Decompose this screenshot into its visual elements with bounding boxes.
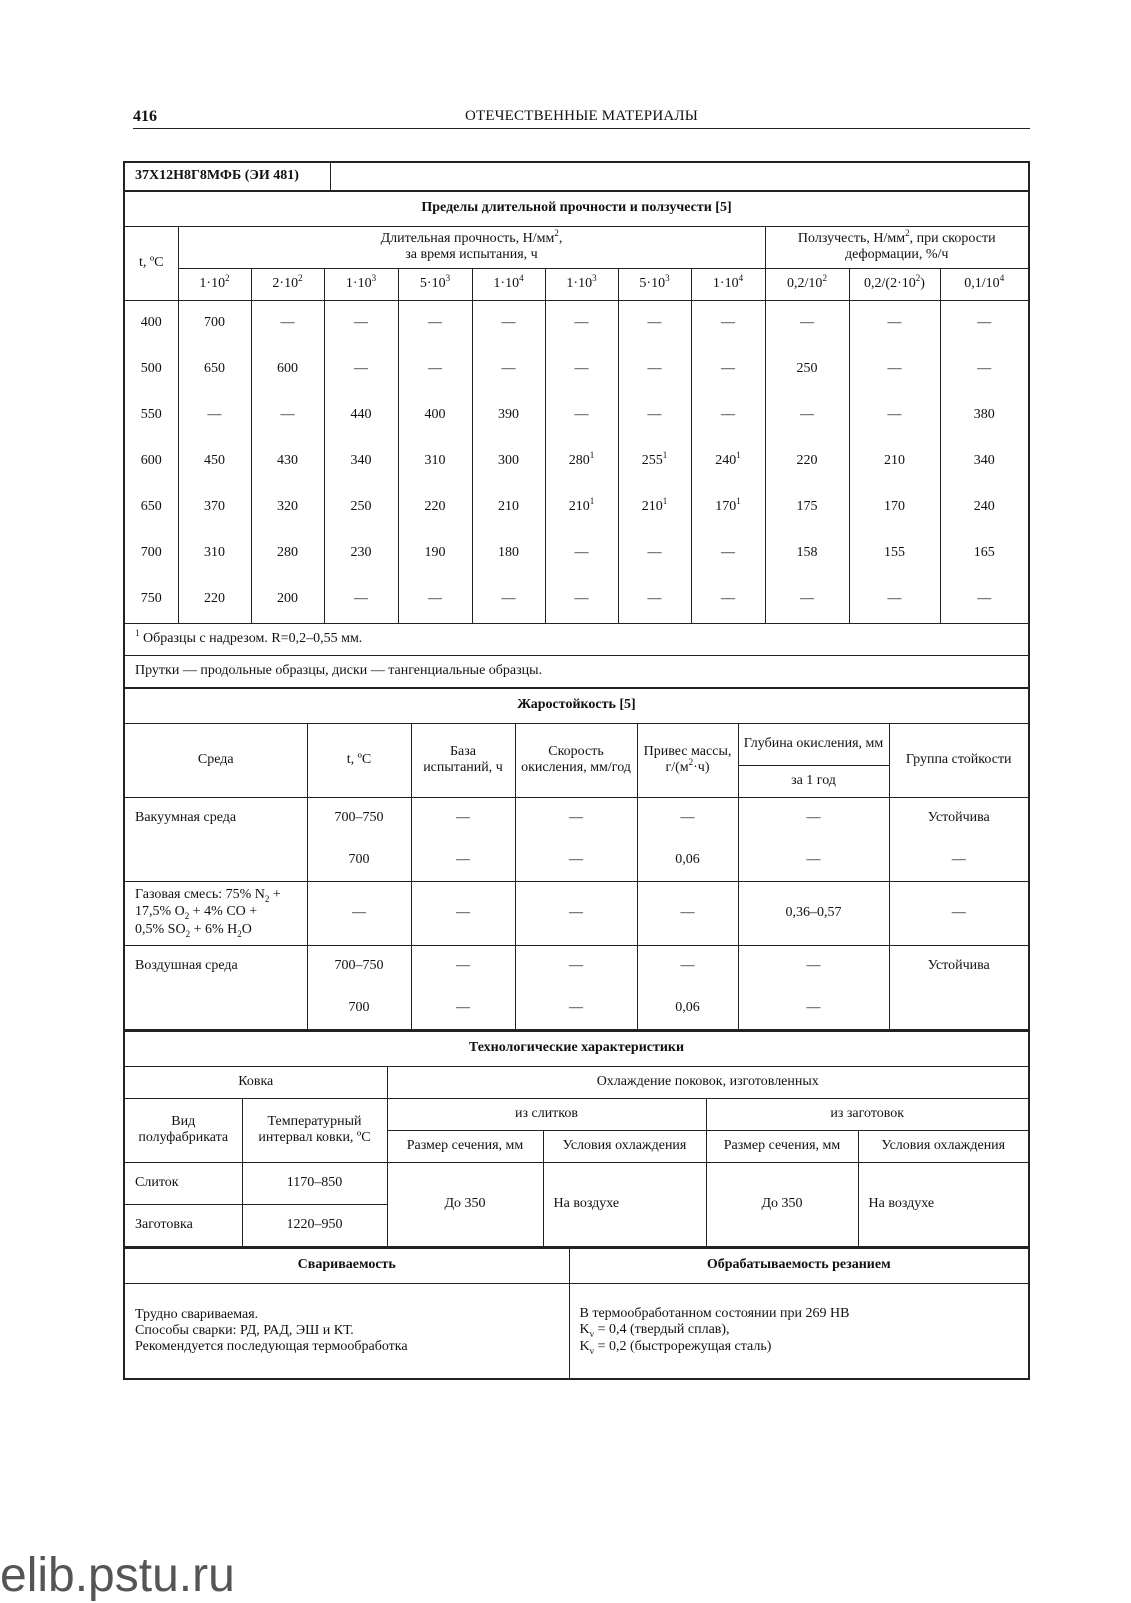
strength-cell: 230 — [324, 531, 398, 577]
strength-row — [124, 393, 1029, 439]
grade-name: 37Х12Н8Г8МФБ (ЭИ 481) — [124, 162, 330, 190]
material-sheet — [123, 161, 1030, 1380]
ingot-interval: 1170–850 — [242, 1162, 387, 1204]
air-row-2: 700 — — 0,06 — — [124, 987, 1029, 1029]
strength-cell: — — [691, 393, 765, 439]
strength-cell: $210^1$ — [618, 485, 691, 531]
strength-cell: 300 — [472, 439, 545, 485]
strength-table — [123, 191, 1030, 688]
ingot-label: Слиток — [124, 1162, 242, 1204]
row-temperature: 400 — [124, 300, 178, 347]
strength-cell: — — [940, 347, 1029, 393]
blank-interval: 1220–950 — [242, 1204, 387, 1246]
strength-cell: — — [849, 300, 940, 347]
weld-machining-table — [123, 1247, 1030, 1381]
strength-cell: — — [545, 347, 618, 393]
strength-cell: — — [765, 393, 849, 439]
specimen-note: Прутки — продольные образцы, диски — тангенциальные образцы. — [124, 655, 1029, 687]
heat-title: Жаростойкость [5] — [124, 688, 1029, 723]
conditions-header-2: Условия охлаждения — [858, 1130, 1029, 1162]
blank-conditions: На воздухе — [858, 1162, 1029, 1246]
rate-header: Скорость окисления, мм/год — [515, 723, 637, 797]
strength-cell: 200 — [251, 577, 324, 624]
depth-subheader: за 1 год — [738, 765, 889, 797]
strength-cell: $210^1$ — [545, 485, 618, 531]
strength-cell: — — [691, 347, 765, 393]
strength-cell: — — [398, 347, 472, 393]
depth-header: Глубина окисления, мм — [738, 723, 889, 765]
footnote: $^1$ Образцы с надрезом. R=0,2–0,55 мм. — [124, 623, 1029, 655]
strength-cell: 220 — [178, 577, 251, 624]
strength-cell: — — [691, 531, 765, 577]
group-header: Группа стойкости — [889, 723, 1029, 797]
strength-cell: 340 — [940, 439, 1029, 485]
strength-cell: — — [251, 393, 324, 439]
blank-size: До 350 — [706, 1162, 858, 1246]
strength-cell: — — [849, 347, 940, 393]
row-temperature: 500 — [124, 347, 178, 393]
air-row-1: Воздушная среда 700–750 — — — — Устойчива — [124, 945, 1029, 987]
row-temperature: 650 — [124, 485, 178, 531]
subheader-1: $2\cdot 10^2$ — [251, 268, 324, 300]
strength-row — [124, 577, 1029, 624]
machining-title: Обрабатываемость резанием — [569, 1248, 1029, 1284]
strength-cell: 190 — [398, 531, 472, 577]
strength-cell: 380 — [940, 393, 1029, 439]
row-temperature: 600 — [124, 439, 178, 485]
from-ingots-header: из слитков — [387, 1098, 706, 1130]
env-header: Среда — [124, 723, 307, 797]
strength-cell: 165 — [940, 531, 1029, 577]
strength-cell: 700 — [178, 300, 251, 347]
subheader-row — [124, 268, 1029, 300]
heat-table — [123, 688, 1030, 1030]
strength-cell: 650 — [178, 347, 251, 393]
strength-cell: 250 — [765, 347, 849, 393]
strength-cell: 600 — [251, 347, 324, 393]
strength-cell: — — [324, 347, 398, 393]
subheader-7: $1\cdot 10^4$ — [691, 268, 765, 300]
strength-cell: 170 — [849, 485, 940, 531]
strength-cell: 310 — [398, 439, 472, 485]
tech-title: Технологические характеристики — [124, 1031, 1029, 1067]
row-temperature: 550 — [124, 393, 178, 439]
strength-cell: 440 — [324, 393, 398, 439]
vacuum-row-2: 700 — — 0,06 — — — [124, 839, 1029, 881]
strength-cell: 390 — [472, 393, 545, 439]
strength-cell: — — [940, 300, 1029, 347]
strength-cell: 310 — [178, 531, 251, 577]
from-blanks-header: из заготовок — [706, 1098, 1029, 1130]
strength-cell: $170^1$ — [691, 485, 765, 531]
strength-cell: 158 — [765, 531, 849, 577]
tech-table — [123, 1030, 1030, 1247]
vacuum-row-1: Вакуумная среда 700–750 — — — — Устойчива — [124, 797, 1029, 839]
conditions-header-1: Условия охлаждения — [543, 1130, 706, 1162]
strength-cell: — — [765, 300, 849, 347]
strength-cell: — — [398, 577, 472, 624]
strength-cell: 210 — [849, 439, 940, 485]
strength-cell: — — [545, 531, 618, 577]
subheader-4: $1\cdot 10^4$ — [472, 268, 545, 300]
temp-header: t, ºC — [124, 226, 178, 300]
subheader-5: $1\cdot 10^3$ — [545, 268, 618, 300]
strength-cell: — — [618, 347, 691, 393]
ingot-size: До 350 — [387, 1162, 543, 1246]
strength-cell: 450 — [178, 439, 251, 485]
strength-cell: 340 — [324, 439, 398, 485]
strength-cell: — — [545, 577, 618, 624]
strength-cell: $240^1$ — [691, 439, 765, 485]
interval-header: Температурный интервал ковки, ºC — [242, 1098, 387, 1162]
strength-cell: $280^1$ — [545, 439, 618, 485]
strength-cell: 210 — [472, 485, 545, 531]
strength-cell: 220 — [398, 485, 472, 531]
strength-cell: 280 — [251, 531, 324, 577]
strength-row — [124, 439, 1029, 485]
blank-label: Заготовка — [124, 1204, 242, 1246]
weld-title: Свариваемость — [124, 1248, 569, 1284]
kind-header: Вид полуфабриката — [124, 1098, 242, 1162]
row-temperature: 750 — [124, 577, 178, 624]
strength-cell: 240 — [940, 485, 1029, 531]
page-number: 416 — [133, 108, 157, 125]
strength-cell: $255^1$ — [618, 439, 691, 485]
weld-text: Трудно свариваемая. Способы сварки: РД, РАД, ЭШ и КТ. Рекомендуется последующая термообработка — [124, 1283, 569, 1379]
strength-cell: — — [545, 300, 618, 347]
forging-header: Ковка — [124, 1066, 387, 1098]
strength-cell: 430 — [251, 439, 324, 485]
strength-cell: 220 — [765, 439, 849, 485]
strength-cell: — — [324, 577, 398, 624]
subheader-8: $0,2/10^2$ — [765, 268, 849, 300]
cooling-header: Охлаждение поковок, изготовленных — [387, 1066, 1029, 1098]
base-header: База испытаний, ч — [411, 723, 515, 797]
strength-cell: — — [691, 300, 765, 347]
strength-cell: — — [849, 577, 940, 624]
strength-cell: — — [472, 300, 545, 347]
strength-cell: 400 — [398, 393, 472, 439]
temp-header-2: t, ºC — [307, 723, 411, 797]
subheader-2: $1\cdot 10^3$ — [324, 268, 398, 300]
strength-row — [124, 531, 1029, 577]
strength-cell: 175 — [765, 485, 849, 531]
gas-row: Газовая смесь: 75% $N_2$ + 17,5% $O_2 + 4\%$ CO + 0,5% $SO_2 + 6\%$ $H_2O$ — — — — 0,36–0,57 — — [124, 881, 1029, 945]
strength-cell: — — [324, 300, 398, 347]
strength-cell: — — [398, 300, 472, 347]
strength-cell: 320 — [251, 485, 324, 531]
row-temperature: 700 — [124, 531, 178, 577]
size-header-1: Размер сечения, мм — [387, 1130, 543, 1162]
strength-row — [124, 300, 1029, 347]
strength-cell: 180 — [472, 531, 545, 577]
watermark: elib.pstu.ru — [0, 1549, 235, 1602]
creep-header: Ползучесть, $Н/мм^2$, при скорости деформации, %/ч — [765, 226, 1029, 268]
ingot-conditions: На воздухе — [543, 1162, 706, 1246]
running-title: ОТЕЧЕСТВЕННЫЕ МАТЕРИАЛЫ — [464, 108, 699, 124]
mass-header: Привес массы, $г/(м^2\cdot ч)$ — [637, 723, 738, 797]
strength-cell: 370 — [178, 485, 251, 531]
strength-cell: — — [618, 300, 691, 347]
strength-row — [124, 485, 1029, 531]
page-header — [133, 106, 1030, 129]
strength-cell: 155 — [849, 531, 940, 577]
machining-text: В термообработанном состоянии при 269 НВ $K_v = 0,4$ (твердый сплав), $K_v = 0,2$ (быстрорежущая сталь) — [569, 1283, 1029, 1379]
strength-cell: — — [849, 393, 940, 439]
strength-cell: — — [940, 577, 1029, 624]
subheader-6: $5\cdot 10^3$ — [618, 268, 691, 300]
strength-cell: — — [251, 300, 324, 347]
strength-cell: — — [618, 393, 691, 439]
strength-title: Пределы длительной прочности и ползучести [5] — [124, 191, 1029, 226]
strength-cell: 250 — [324, 485, 398, 531]
grade-empty — [330, 162, 1029, 190]
subheader-3: $5\cdot 10^3$ — [398, 268, 472, 300]
strength-cell: — — [765, 577, 849, 624]
strength-cell: — — [618, 577, 691, 624]
size-header-2: Размер сечения, мм — [706, 1130, 858, 1162]
subheader-10: $0,1/10^4$ — [940, 268, 1029, 300]
strength-cell: — — [472, 347, 545, 393]
strength-cell: — — [691, 577, 765, 624]
strength-cell: — — [545, 393, 618, 439]
subheader-0: $1\cdot 10^2$ — [178, 268, 251, 300]
grade-table — [123, 161, 1030, 191]
subheader-9: $0,2/(2\cdot 10^2)$ — [849, 268, 940, 300]
strength-cell: — — [178, 393, 251, 439]
strength-row — [124, 347, 1029, 393]
long-strength-header: Длительная прочность, $Н/мм^2$, за время испытания, ч — [178, 226, 765, 268]
strength-cell: — — [618, 531, 691, 577]
strength-cell: — — [472, 577, 545, 624]
